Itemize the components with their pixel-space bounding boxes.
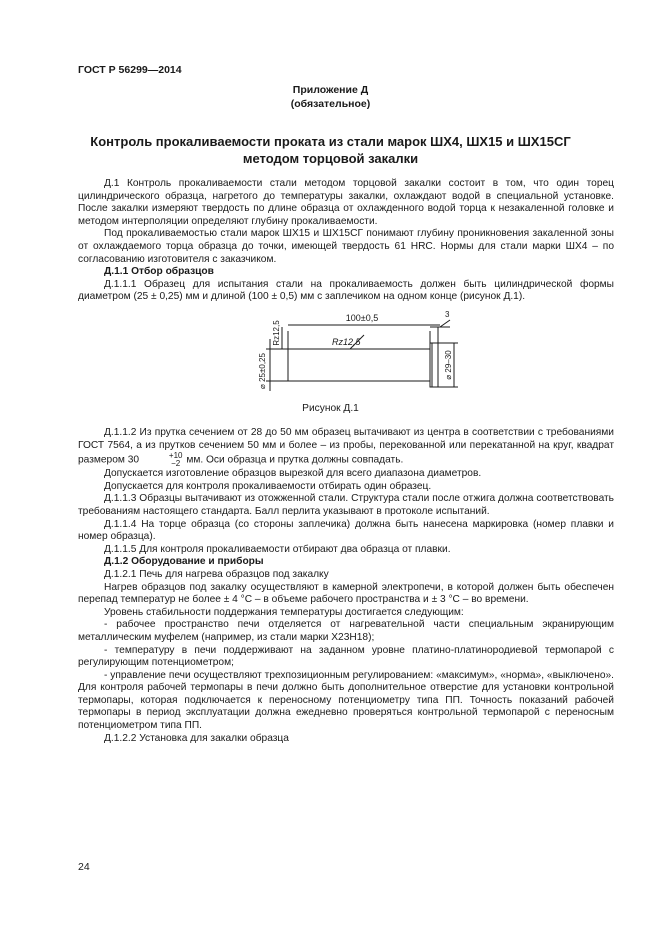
dim-roughness-label: Rz12,5 [272, 320, 281, 346]
specimen-drawing [240, 305, 470, 397]
paragraph-d113: Д.1.1.3 Образцы вытачивают из отожженной стали. Структура стали после отжига должна соответствовать требованиям настоящего стандарта. Балл перлита указывают в протоколе испытаний. [78, 493, 614, 517]
paragraph-hardenability: Под прокаливаемостью стали марок ШХ15 и ШХ15СГ понимают глубину проникновения закаленной зоны от охлаждаемого торца образца до точки, имеющей твердость 61 HRC. Нормы для стали марки ШХ4 – по согласованию изготовителя с заказчиком. [78, 228, 614, 265]
specimen-body [288, 349, 430, 381]
paragraph-heating: Нагрев образцов под закалку осуществляют в камерной электропечи, в которой должен быть обеспечен перепад температур не более ± 4 °С – в объеме рабочего пространства и ± 3 °С – во времени. [78, 581, 614, 606]
roughness-mark-label: Rz12,5 [332, 337, 361, 347]
text-block-upper [78, 178, 614, 304]
paragraph-d121: Д.1.2.1 Печь для нагрева образцов под закалку [104, 568, 329, 580]
dim-length-label: 100±0,5 [345, 313, 379, 323]
paragraph-d114: Д.1.1.4 На торце образца (со стороны заплечика) должна быть нанесена маркировка (номер плавки и номер образца). [78, 518, 614, 543]
paragraph-d112 [78, 427, 614, 468]
tolerance-fraction [143, 452, 183, 468]
tolerance-upper: +10 [168, 451, 183, 461]
paragraph-allowed-cutting: Допускается изготовление образцов вырезкой для всего диапазона диаметров. [104, 468, 482, 480]
paragraph-stability: Уровень стабильности поддержания температуры достигается следующим: [104, 606, 464, 618]
annex-title: Приложение Д [292, 84, 369, 96]
figure-caption: Рисунок Д.1 [302, 403, 359, 414]
heading-d12: Д.1.2 Оборудование и приборы [104, 556, 264, 568]
standard-header: ГОСТ Р 56299—2014 [78, 64, 182, 76]
dim-shoulder-dia-label: ⌀ 29–30 [444, 350, 453, 380]
heading-d11: Д.1.1 Отбор образцов [104, 266, 214, 278]
page-number: 24 [78, 861, 90, 873]
section-title-line2: методом торцовой закалки [242, 151, 419, 166]
section-title-line1: Контроль прокаливаемости проката из стали марок ШХ4, ШХ15 и ШХ15СГ [90, 134, 571, 149]
paragraph-d112-text: Д.1.1.2 Из прутка сечением от 28 до 50 мм образец вытачивают из центра в соответствии с требованиями ГОСТ 7564, а из прутков сечением 50 мм и более – из пробы, перекованной или перекатанной на круг, квадрат размером 30 [78, 427, 614, 466]
paragraph-d111: Д.1.1.1 Образец для испытания стали на прокаливаемость должен быть цилиндрической формы диаметром (25 ± 0,25) мм и длиной (100 ± 0,5) мм с заплечиком на одном конце (рисунок Д.1). [78, 278, 614, 303]
paragraph-d115: Д.1.1.5 Для контроля прокаливаемости отбирают два образца от плавки. [104, 543, 451, 555]
paragraph-d1: Д.1 Контроль прокаливаемости стали методом торцовой закалки состоит в том, что один торец цилиндрического образца, нагретого до температуры закалки, охлаждают водой в специальной установке. После закалки измеряют твердость по длине образца от охлажденного водой торца к незакаленной головке и методом интерполяции определяют глубину прокаливаемости. [78, 178, 614, 227]
paragraph-allowed-one: Допускается для контроля прокаливаемости отбирать один образец. [104, 480, 432, 492]
text-block-lower [78, 427, 614, 745]
specimen-shoulder [430, 343, 438, 387]
annex-status: (обязательное) [290, 98, 371, 110]
list-item-thermocouple: - температуру в печи поддерживают на заданном уровне платино-платинородиевой термопарой с регулирующим потенциометром; [78, 644, 614, 669]
list-item-muffle: - рабочее пространство печи отделяется от нагревательной части специальным экранирующим металлическим муфелем (например, из стали марки Х23Н18); [78, 619, 614, 643]
dim-shoulder-len-label: 3 [445, 310, 450, 319]
dim-diameter-label: ⌀ 25±0,25 [258, 353, 267, 389]
section-title [60, 133, 601, 167]
tolerance-lower: −2 [171, 459, 181, 469]
paragraph-d122: Д.1.2.2 Установка для закалки образца [104, 732, 289, 744]
paragraph-d112-tail: мм. Оси образца и прутка должны совпадать. [186, 454, 404, 466]
list-item-control: - управление печи осуществляют трехпозиционным регулированием: «максимум», «норма», «выключено». Для контроля рабочей термопары в печи должно быть дополнительное отверстие для установки контрольной термопары, которая подключается к переносному потенциометру типа ПП. Точность показаний рабочей термопары в период эксплуатации должна ежедневно проверяться контрольной термопарой с переносным потенциометром типа ПП. [78, 669, 614, 732]
